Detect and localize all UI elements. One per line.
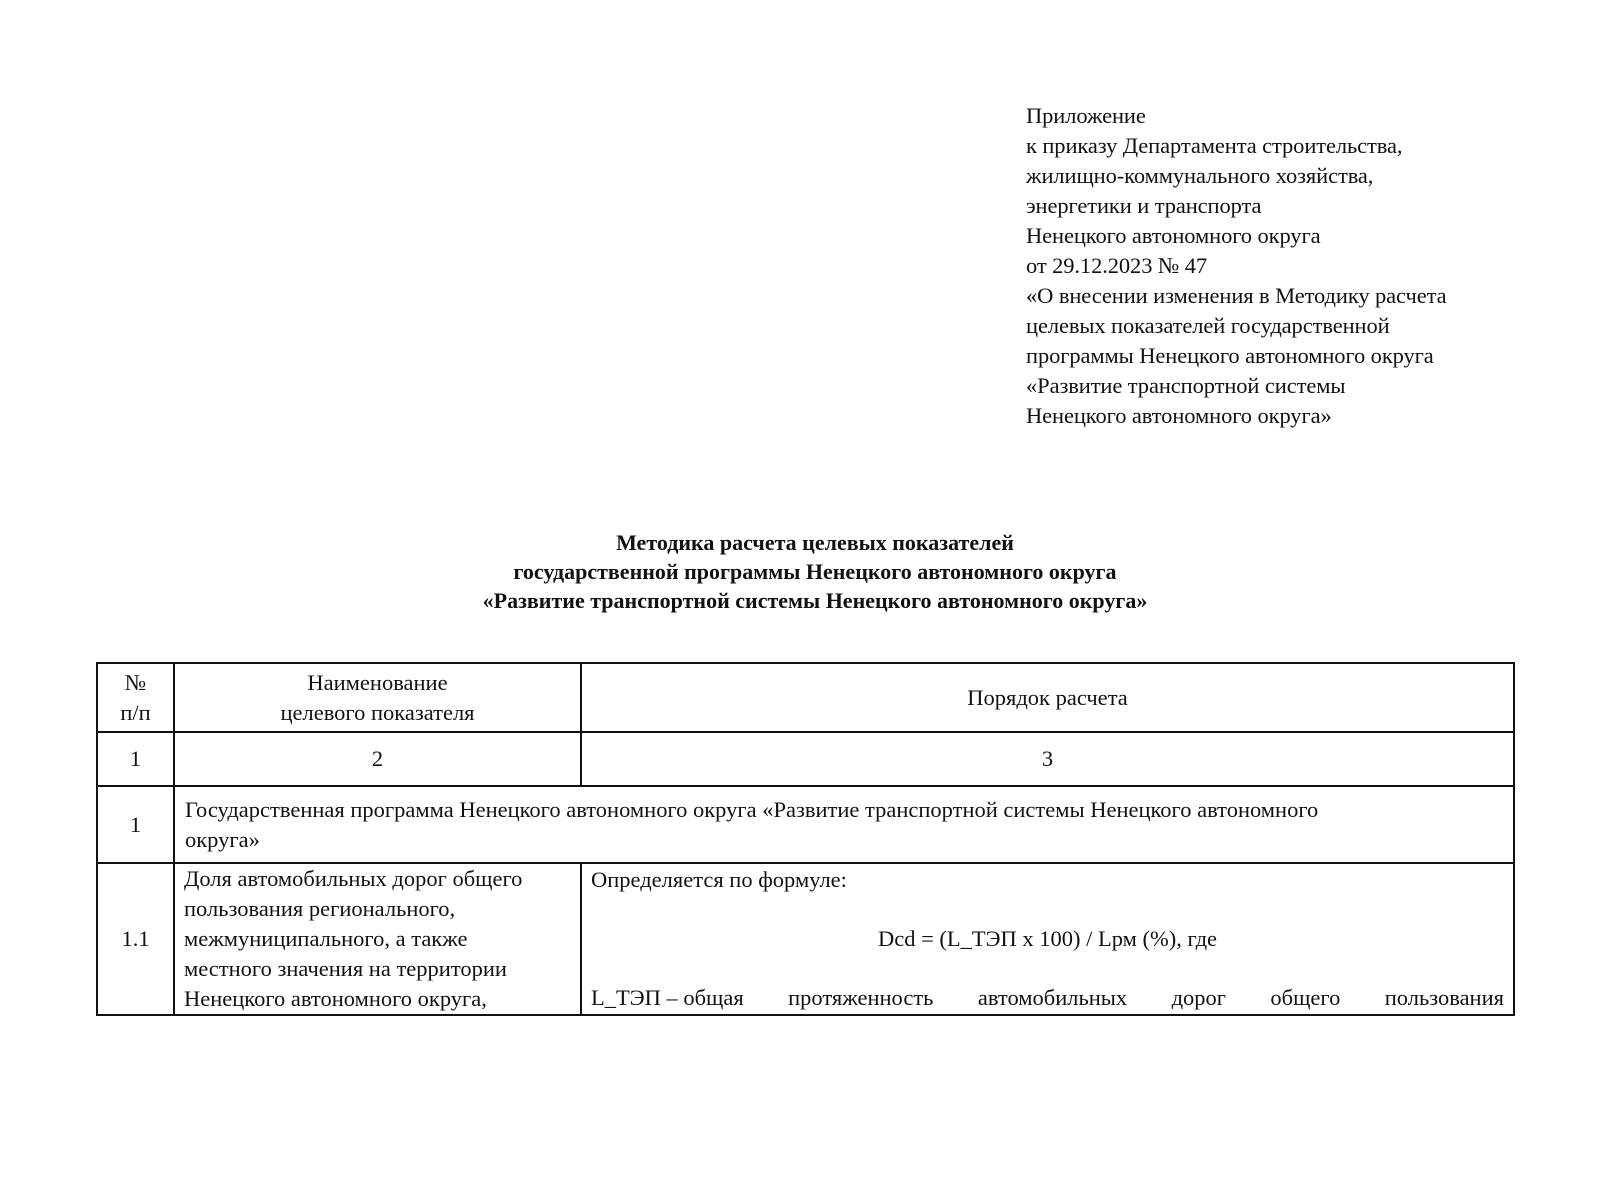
program-row [97,786,1514,863]
indicator-name-line: местного значения на территории [184,956,507,981]
annex-line: к приказу Департамента строительства, [1026,133,1403,158]
document-title [0,528,1600,615]
header-num-symbol: № [124,669,147,695]
table-header-row [97,663,1514,732]
annex-line: программы Ненецкого автономного округа [1026,343,1434,368]
definition-word: общего [1270,985,1341,1010]
definition-word: протяженность [788,985,934,1010]
annex-line: жилищно-коммунального хозяйства, [1026,163,1374,188]
column-number-cell: 2 [174,732,581,786]
program-name-cell [174,786,1514,863]
table-row [97,863,1514,1015]
definition-word: дорог [1171,985,1226,1010]
definition-word: L_ТЭП – общая [591,985,744,1010]
definition-word: пользования [1384,985,1504,1010]
calc-definition [591,983,1504,1013]
column-number-row [97,732,1514,786]
program-name-text: Государственная программа Ненецкого автономного округа «Развитие транспортной системы Ненецкого автономного округа» [185,796,1319,852]
calc-formula: Dcd = (L_ТЭП x 100) / Lрм (%), где [877,926,1218,951]
indicator-name-line: пользования регионального, [184,896,456,921]
indicator-name-cell [174,863,581,1015]
annex-block [1026,101,1566,431]
header-name-cell [174,663,581,732]
indicator-name-line: межмуниципального, а также [184,926,468,951]
annex-line: «О внесении изменения в Методику расчета [1026,283,1447,308]
title-line: «Развитие транспортной системы Ненецкого автономного округа» [482,588,1148,613]
annex-line: целевых показателей государственной [1026,313,1390,338]
indicator-calc-cell [581,863,1514,1015]
annex-line: Ненецкого автономного округа» [1026,403,1332,428]
header-name-line: целевого показателя [280,699,475,725]
indicator-num-cell: 1.1 [97,863,174,1015]
title-line: государственной программы Ненецкого автономного округа [513,559,1117,584]
annex-line: Ненецкого автономного округа [1026,223,1321,248]
column-number-cell: 1 [97,732,174,786]
annex-line: Приложение [1026,103,1146,128]
definition-word: автомобильных [977,985,1128,1010]
annex-line: «Развитие транспортной системы [1026,373,1346,398]
header-name-line: Наименование [307,669,448,695]
calc-intro: Определяется по формуле: [591,867,847,892]
program-num-cell: 1 [97,786,174,863]
header-num-label: п/п [120,699,151,725]
indicators-table [96,662,1515,1016]
column-number-cell: 3 [581,732,1514,786]
indicator-name-line: Доля автомобильных дорог общего [184,866,523,891]
header-num-cell [97,663,174,732]
header-calc-cell: Порядок расчета [581,663,1514,732]
title-line: Методика расчета целевых показателей [616,530,1014,555]
annex-line: энергетики и транспорта [1026,193,1262,218]
indicator-name-line: Ненецкого автономного округа, [184,986,487,1011]
annex-line: от 29.12.2023 № 47 [1026,253,1208,278]
